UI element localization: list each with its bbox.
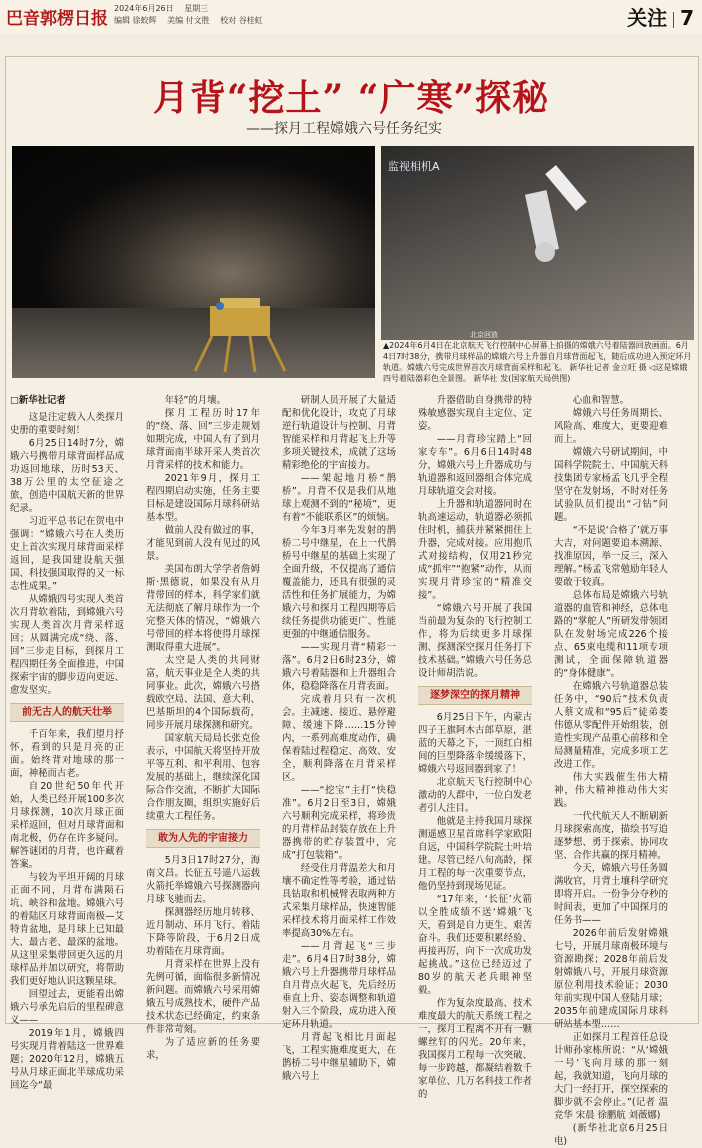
subhead-2: 敢为人先的宇宙接力	[146, 829, 260, 848]
subhead-3: 逐梦深空的探月精神	[418, 686, 532, 705]
camera-tag: 监视相机A	[388, 160, 440, 173]
paragraph: 探测器经历地月转移、近月制动、环月飞行、着陆下降等阶段，于6月2日成功着陆在月球背面。	[146, 907, 260, 957]
paragraph: ——架起地月桥“鹊桥”。月背不仅是我们从地球上观测不到的“秘境”，更有着“不能联系区”的烦恼。	[282, 473, 396, 523]
paragraph: 国家航天局局长张克俭表示，中国航天将坚持开放平等互利、和平利用、包容发展的基础上，继续深化国际合作交流，不断扩大国际合作朋友圈，组织实施好后续重大工程任务。	[146, 733, 260, 822]
paragraph: 研制人员开展了大量适配和优化设计，攻克了月球逆行轨道设计与控制、月背智能采样和月背起飞上升等多项关键技术，成就了这场精彩绝伦的宇宙接力。	[282, 395, 396, 471]
editor-credit: 编辑 徐蛟辉	[114, 16, 157, 25]
column-3	[282, 394, 396, 1083]
paragraph: 月背采样在世界上没有先例可循，面临很多新情况新问题。而嫦娥六号采用嫦娥五号成熟技术，硬件产品技术状态已经确定，约束条件非常苛刻。	[146, 959, 260, 1035]
column-4	[418, 394, 532, 1101]
section-name: 关注	[627, 6, 668, 30]
camera-photo	[381, 146, 694, 340]
paragraph: 在嫦娥六号轨道器总装任务中，“90后”技术负责人蔡文成和“95后”徒弟娄伟德从零配件开始组装，创造性实现产品重心前移和全局测量精准，完成多项工艺改进工作。	[554, 681, 668, 770]
paragraph: 美国布朗大学学者詹姆斯·黑德说，如果没有从月背带回的样本，科学家们就无法彻底了解月球作为一个完整天体的情况，“嫦娥六号带回的样本将使得月球探测取得重大进展”。	[146, 564, 260, 653]
paragraph: 太空是人类的共同财富，航天事业是全人类的共同事业。此次，嫦娥六号搭载欧空局、法国、意大利、巴基斯坦的4个国际载荷，同步开展月球探测和研究。	[146, 655, 260, 731]
paragraph: 这是注定载入人类探月史册的重要时刻！	[10, 412, 124, 436]
paragraph: 经受住月背温差大和月壤不确定性等考验，通过钻具钻取和机械臂表取两种方式采集月球样品，快速智能采样技术将月面采样工作效率提高30%左右。	[282, 863, 396, 939]
paragraph: 嫦娥六号任务周期长、风险高、难度大，更要迎难而上。	[554, 408, 668, 445]
paragraph: 做前人没有做过的事，才能见到前人没有见过的风景。	[146, 525, 260, 562]
paragraph: 作为复杂度最高、技术难度最大的航天系统工程之一，探月工程离不开有一颗螺丝钉的闪光。20年来，我国探月工程每一次突破、每一步跨越，都凝结着数千家单位、几万名科技工作者的	[418, 998, 532, 1100]
subheadline: ——探月工程嫦娥六号任务纪实	[246, 121, 442, 137]
paragraph: 5月3日17时27分，海南文昌。长征五号遥八运载火箭托举嫦娥六号探测器向月球飞驰而去。	[146, 855, 260, 905]
paragraph: ——“挖宝”主打“快稳准”。6月2日至3日，嫦娥六号顺利完成采样，将珍贵的月背样品封装存放在上升器携带的贮存装置中，完成“打包装箱”。	[282, 785, 396, 861]
paragraph: (新华社北京6月25日电)	[554, 1123, 668, 1147]
paragraph: 6月25日14时7分，嫦娥六号携带月球背面样品成功返回地球，历时53天、38万公里的太空征途之旅，创造中国航天新的世界纪录。	[10, 438, 124, 514]
paragraph: 2019年1月，嫦娥四号实现月背着陆这一世界难题；2020年12月，嫦娥五号从月球正面北半球成功采回迄今“最	[10, 1028, 124, 1091]
paragraph: 嫦娥六号研试期间，中国科学院院士、中国航天科技集团专家杨孟飞几乎全程坚守在发射场，不时对任务试验队员们提出“刁钻”问题。	[554, 447, 668, 523]
headline: 月背“挖土” “广寒”探秘	[152, 77, 550, 119]
paragraph: 今年3月率先发射的鹊桥二号中继星，在上一代鹊桥号中继星的基础上实现了全面升级，不仅提高了通信覆盖能力，还具有很强的灵活性和任务扩展能力，为嫦娥六号和探月工程四期等后续任务提供功能更广、性能更强的中继通信服务。	[282, 525, 396, 640]
issue-weekday: 星期三	[184, 4, 209, 13]
paragraph: ——实现月背“精彩一落”。6月2日6时23分，嫦娥六号着陆器和上升器组合体，稳稳降落在月背表面。	[282, 642, 396, 692]
art-credit: 美编 付文胜	[167, 16, 210, 25]
paragraph: 上升器和轨道器同时在轨高速运动，轨道器必须抓住时机，捕获并紧紧拥住上升器，完成对接。应用抱爪式对接结构，仅用21秒完成“抓牢”“抱紧”动作，从而实现月背珍宝的“精准交接”。	[418, 499, 532, 601]
paragraph: 与较为平坦开阔的月球正面不同，月背布满陨石坑、峡谷和盆地。嫦娥六号的着陆区月球背面南极—艾特肯盆地，是月球上已知最大、最古老、最深的盆地。从这里采集带回更久远的月球样品并加以研究，将帮助我们更好地认识这颗星球。	[10, 872, 124, 987]
paragraph: 回望过去，更能看出嫦娥六号承先启后的里程碑意义——	[10, 989, 124, 1026]
replay-stamp: 北京回放	[470, 331, 498, 339]
paragraph: 为了适应新的任务要求，	[146, 1037, 260, 1061]
paragraph: 完成着月只有一次机会。主减速、接近、悬停避障、缓速下降……15分钟内，一系列高难度动作，确保着陆过程稳定、高效、安全，顺利降落在月背采样区。	[282, 694, 396, 783]
paragraph: 年轻”的月壤。	[164, 395, 226, 406]
page-number: 7	[680, 6, 694, 30]
paragraph: 月背起飞相比月面起飞，工程实施难度更大，在鹊桥二号中继星辅助下，嫦娥六号上	[282, 1032, 396, 1082]
proof-credit: 校对 谷桂虹	[220, 16, 263, 25]
paragraph: 伟大实践催生伟大精神，伟大精神推动伟大实践。	[554, 772, 668, 809]
paragraph: 自20世纪50年代开始，人类已经开展100多次月球探测，10次月球正面采样返回，但对月球背面和南北极，仍存在许多疑问。解答谜团的月背，也许藏着答案。	[10, 781, 124, 870]
paragraph: “不是说‘合格了’就万事大吉，对问题要追本溯源、找准原因，举一反三，深入理解。”杨孟飞常勉励年轻人要敢于较真。	[554, 525, 668, 588]
column-2	[146, 394, 260, 1062]
column-5	[554, 394, 668, 1148]
paragraph: 心血和智慧。	[572, 395, 630, 406]
paragraph: 探月工程历时17年的“绕、落、回”三步走规划如期完成，中国人有了到月球背面南半球开采人类首次月背采样的技术和能力。	[146, 408, 260, 471]
lander-photo	[12, 146, 375, 378]
paragraph: 2021年9月，探月工程四期启动实施，任务主要目标是建设国际月球科研站基本型。	[146, 473, 260, 523]
byline: □新华社记者	[10, 395, 66, 406]
paragraph: 升器借助自身携带的特殊敏感器实现自主定位、定姿。	[418, 395, 532, 432]
paragraph: 一代代航天人不断刷新月球探索高度，描绘书写追逐梦想、勇于探索、协同攻坚、合作共赢的探月精神。	[554, 811, 668, 861]
paragraph: 6月25日下午，内蒙古四子王旗阿木古郎草原，湛蓝的天幕之下，一顶红白相间的巨型降落伞缓缓落下，嫦娥六号返回器到家了！	[418, 712, 532, 775]
paragraph: 总体布局是嫦娥六号轨道器的血管和神经，总体电路的“掌舵人”所研发带领团队在发射场完成226个接点、65束电缆和11项专项测试，全面保障轨道器的“身体健康”。	[554, 590, 668, 679]
subhead-1: 前无古人的航天壮举	[10, 703, 124, 722]
paragraph: 他就是主持我国月球探测遥感卫星首席科学家欧阳自远，中国科学院院士叶培建。尽管已经八旬高龄，探月工程的每一次重要节点，他仍坚持到现场见证。	[418, 816, 532, 892]
paragraph: ——月背起飞“三步走”。6月4日7时38分，嫦娥六号上升器携带月球样品自月背点火起飞，先后经历垂直上升、姿态调整和轨道射入三个阶段，成功进入预定环月轨道。	[282, 941, 396, 1030]
lander-illustration	[180, 296, 300, 376]
paragraph: 正如探月工程首任总设计师孙家栋所说：“从‘嫦娥一号’飞向月球的那一刻起，我就知道，飞向月球的大门一经打开，探空探索的脚步就不会停止。”(记者 温竞华 宋晨 徐鹏航 刘薇娜)	[554, 1032, 668, 1121]
newspaper-logo: 巴音郭楞日报	[6, 9, 108, 29]
paragraph: 习近平总书记在贺电中强调：“嫦娥六号在人类历史上首次实现月球背面采样返回，是我国建设航天强国、科技强国取得的又一标志性成果。”	[10, 516, 124, 592]
cnsa-logo	[216, 302, 224, 310]
masthead	[0, 0, 702, 34]
paragraph: 2026年前后发射嫦娥七号，开展月球南极环境与资源勘探；2028年前后发射嫦娥八号，开展月球资源原位利用技术验证；2030年前实现中国人登陆月球；2035年前建成国际月球科研站基本型……	[554, 928, 668, 1030]
robot-arm-illustration	[381, 146, 694, 340]
paragraph: “嫦娥六号开展了我国当前最为复杂的飞行控制工作，将为后续更多月球探测、探测深空探月任务打下技术基础。”嫦娥六号任务总设计师胡浩说。	[418, 603, 532, 679]
issue-date: 2024年6月26日	[114, 4, 174, 13]
paragraph: “17年来，‘长征’火箭以全胜成绩不送‘嫦娥’飞天，看到是自力更生、艰苦奋斗。我们还要积累经验、再接再厉，向下一次成功发起挑战。”这位已经迈过了80岁的航天老兵眼神坚毅。	[418, 894, 532, 996]
column-1	[10, 394, 124, 1092]
paragraph: 千百年来，我们望月抒怀，看到的只是月亮的正面。始终背对地球的那一面，神秘而古老。	[10, 729, 124, 779]
paragraph: 今天，嫦娥六号任务圆满收官，月背土壤科学研究即将开启。一份争分夺秒的时间表，更加了中国探月的任务书——	[554, 863, 668, 926]
issue-meta	[114, 3, 271, 27]
paragraph: 北京航天飞行控制中心激动的人群中，一位白发老者引人注目。	[418, 777, 532, 814]
paragraph: ——月背珍宝踏上“回家专车”。6月6日14时48分，嫦娥六号上升器成功与轨道器和返回器组合体完成月球轨道交会对接。	[418, 434, 532, 497]
divider	[673, 12, 674, 28]
section-page	[627, 2, 694, 31]
photo-caption: ▲2024年6月4日在北京航天飞行控制中心屏幕上拍摄的嫦娥六号着陆器回放画面。6月4日7时38分，携带月球样品的嫦娥六号上升器自月球背面起飞，随后成功进入预定环月轨道。嫦娥六号完成世界首次月球背面采样和起飞。 新华社记者 金立旺 摄 ◁这是嫦娥四号着陆器彩色全景图。 新华社 发(国家航天局供图)	[383, 341, 692, 383]
paragraph: 从嫦娥四号实现人类首次月背软着陆，到嫦娥六号实现人类首次月背采样返回；从圆满完成“绕、落、回”三步走目标，到探月工程四期任务全面推进，中国探索宇宙的脚步迈向更远、愈发坚实。	[10, 594, 124, 696]
